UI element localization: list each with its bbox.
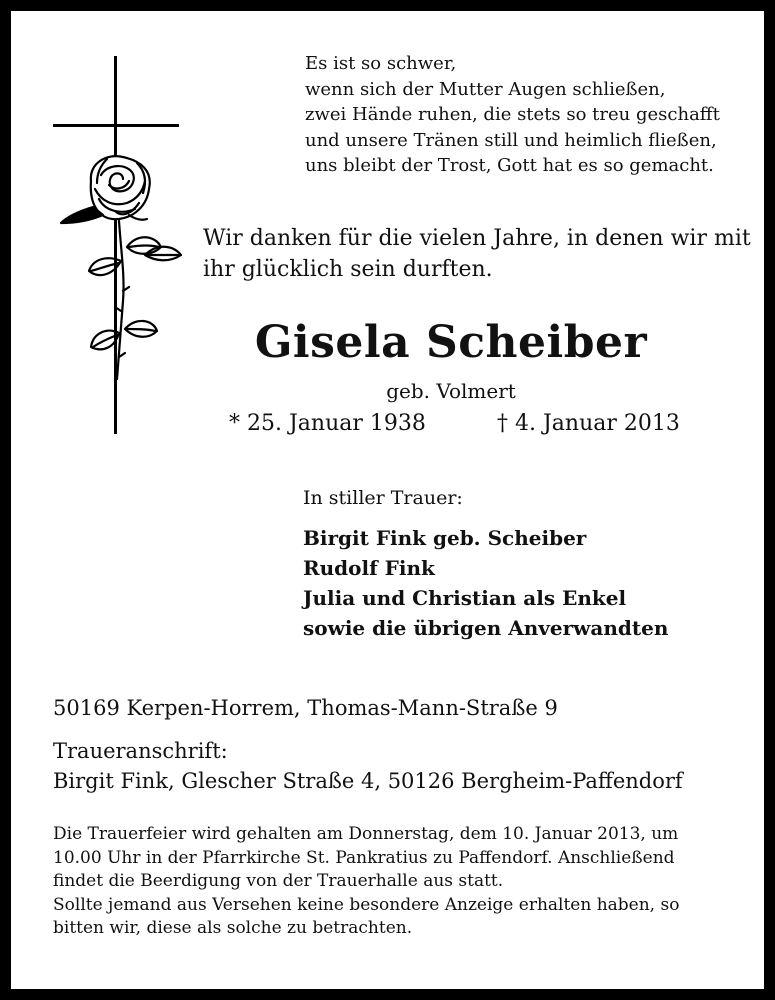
residence-address: 50169 Kerpen-Horrem, Thomas-Mann-Straße 9 (53, 696, 558, 720)
cross-bar (53, 124, 179, 127)
ceremony-line: Die Trauerfeier wird gehalten am Donnerstag, dem 10. Januar 2013, um (53, 824, 679, 844)
mourning-address-label: Traueranschrift: (53, 739, 228, 763)
mourners-list (303, 523, 668, 643)
poem-line: wenn sich der Mutter Augen schließen, (305, 78, 666, 100)
mourning-address: Birgit Fink, Glescher Straße 4, 50126 Bergheim-Paffendorf (53, 769, 683, 793)
ceremony-line: findet die Beerdigung von der Trauerhalle aus statt. (53, 871, 504, 891)
ceremony-line: 10.00 Uhr in der Pfarrkirche St. Pankratius zu Paffendorf. Anschließend (53, 847, 675, 868)
ceremony-info (53, 823, 743, 941)
mourner-entry: Julia und Christian als Enkel (303, 586, 627, 610)
mourning-heading: In stiller Trauer: (303, 487, 463, 509)
death-date: † 4. Januar 2013 (497, 411, 680, 436)
poem-line: zwei Hände ruhen, die stets so treu geschafft (305, 104, 720, 125)
thanks-line: Wir danken für die vielen Jahre, in denen wir mit (203, 226, 751, 251)
thanks-line: ihr glücklich sein durften. (203, 257, 493, 282)
poem (305, 51, 745, 179)
ceremony-line: bitten wir, diese als solche zu betrachten. (53, 918, 413, 938)
mourner-entry: Rudolf Fink (303, 556, 435, 580)
poem-line: uns bleibt der Trost, Gott hat es so gemacht. (305, 155, 714, 176)
mourner-entry: sowie die übrigen Anverwandten (303, 616, 669, 640)
birth-date: * 25. Januar 1938 (229, 411, 426, 436)
thanks-text (203, 223, 751, 285)
maiden-name: geb. Volmert (386, 379, 516, 403)
poem-line: und unsere Tränen still und heimlich fließen, (305, 129, 717, 151)
mourner-entry: Birgit Fink geb. Scheiber (303, 526, 587, 550)
ceremony-line: Sollte jemand aus Versehen keine besondere Anzeige erhalten haben, so (53, 894, 680, 915)
deceased-name: Gisela Scheiber (254, 317, 648, 368)
poem-line: Es ist so schwer, (305, 53, 457, 74)
